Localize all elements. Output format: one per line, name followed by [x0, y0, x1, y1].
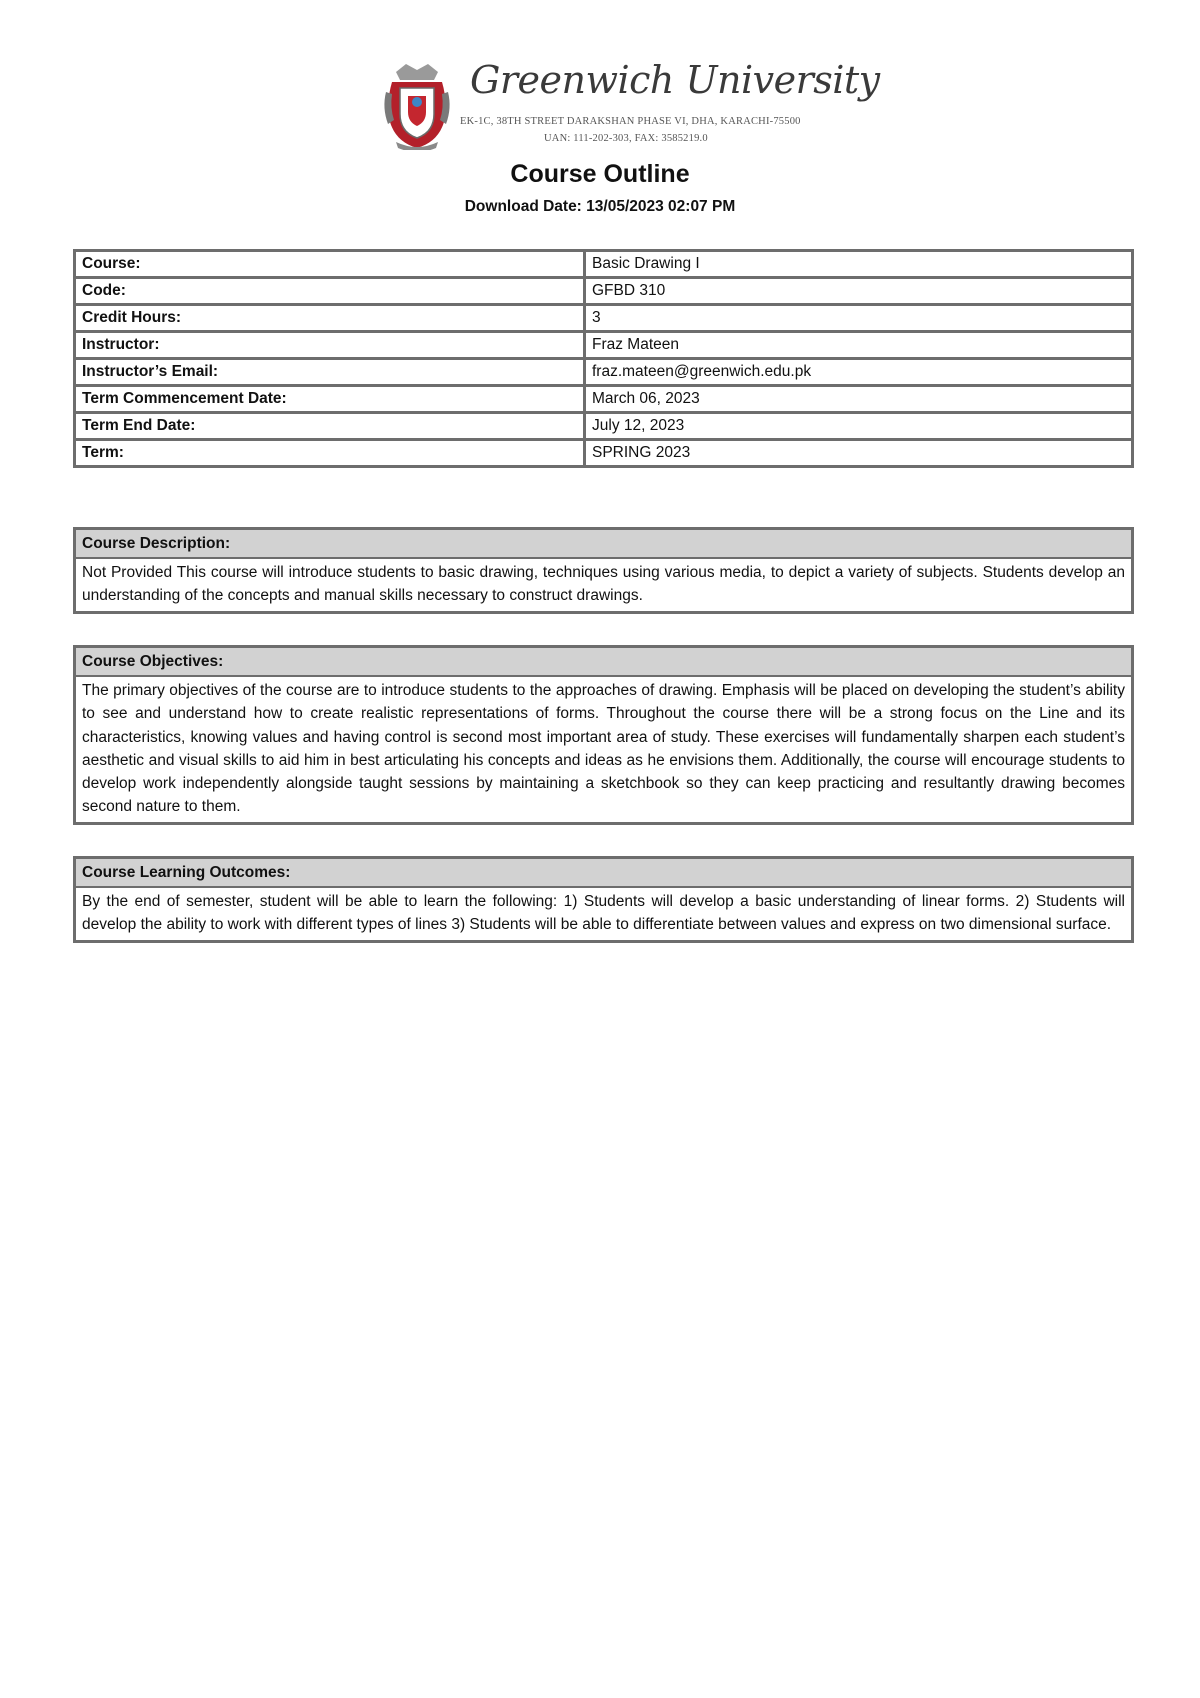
page-title: Course Outline	[510, 160, 690, 188]
university-contact: UAN: 111-202-303, FAX: 3585219.0	[544, 133, 708, 144]
table-row	[75, 305, 1133, 332]
info-label: Course:	[75, 251, 585, 278]
section-text: Not Provided This course will introduce students to basic drawing, techniques using various media, to depict a variety of subjects. Students develop an understanding of the concepts and manual skills necessary to construct drawings.	[82, 564, 1125, 605]
section-heading: Course Learning Outcomes:	[76, 859, 1131, 888]
course-objectives-section	[73, 645, 1134, 825]
info-label: Instructor:	[75, 332, 585, 359]
table-row	[75, 413, 1133, 440]
course-learning-outcomes-section	[73, 856, 1134, 943]
info-value: Fraz Mateen	[585, 332, 1133, 359]
info-label: Code:	[75, 278, 585, 305]
university-header	[382, 58, 880, 158]
info-value: GFBD 310	[585, 278, 1133, 305]
info-value: July 12, 2023	[585, 413, 1133, 440]
info-label: Term Commencement Date:	[75, 386, 585, 413]
table-row	[75, 332, 1133, 359]
table-row	[75, 251, 1133, 278]
university-crest-icon	[382, 62, 452, 150]
section-heading: Course Objectives:	[76, 648, 1131, 677]
course-info-table	[73, 249, 1134, 468]
table-row	[75, 278, 1133, 305]
info-value: fraz.mateen@greenwich.edu.pk	[585, 359, 1133, 386]
table-row	[75, 440, 1133, 467]
course-description-section	[73, 527, 1134, 614]
info-value: Basic Drawing I	[585, 251, 1133, 278]
university-name: Greenwich University	[470, 58, 880, 102]
table-row	[75, 386, 1133, 413]
section-text: The primary objectives of the course are to introduce students to the approaches of drawing. Emphasis will be placed on developing the student’s ability to see and understand how to create realistic representations of forms. Throughout the course there will be a strong focus on the Line and its characteristics, knowing values and having control is second most important area of study. These exercises will fundamentally sharpen each student’s aesthetic and visual skills to aid him in best articulating his concepts and ideas as he envisions them. Additionally, the course will encourage students to develop work independently alongside taught sessions by maintaining a sketchbook so they can keep practicing and resultantly drawing becomes second nature to them.	[82, 682, 1125, 816]
info-label: Term:	[75, 440, 585, 467]
info-label: Instructor’s Email:	[75, 359, 585, 386]
info-value: SPRING 2023	[585, 440, 1133, 467]
download-date: Download Date: 13/05/2023 02:07 PM	[464, 198, 736, 215]
info-value: 3	[585, 305, 1133, 332]
section-heading: Course Description:	[76, 530, 1131, 559]
info-label: Term End Date:	[75, 413, 585, 440]
section-text: By the end of semester, student will be able to learn the following: 1) Students will develop a basic understanding of linear forms. 2) Students will develop the ability to work with different types of lines 3) Students will be able to differentiate between values and express on two dimensional surface.	[82, 893, 1125, 934]
info-label: Credit Hours:	[75, 305, 585, 332]
info-value: March 06, 2023	[585, 386, 1133, 413]
university-address: EK-1C, 38TH STREET DARAKSHAN PHASE VI, DHA, KARACHI-75500	[460, 116, 801, 127]
table-row	[75, 359, 1133, 386]
